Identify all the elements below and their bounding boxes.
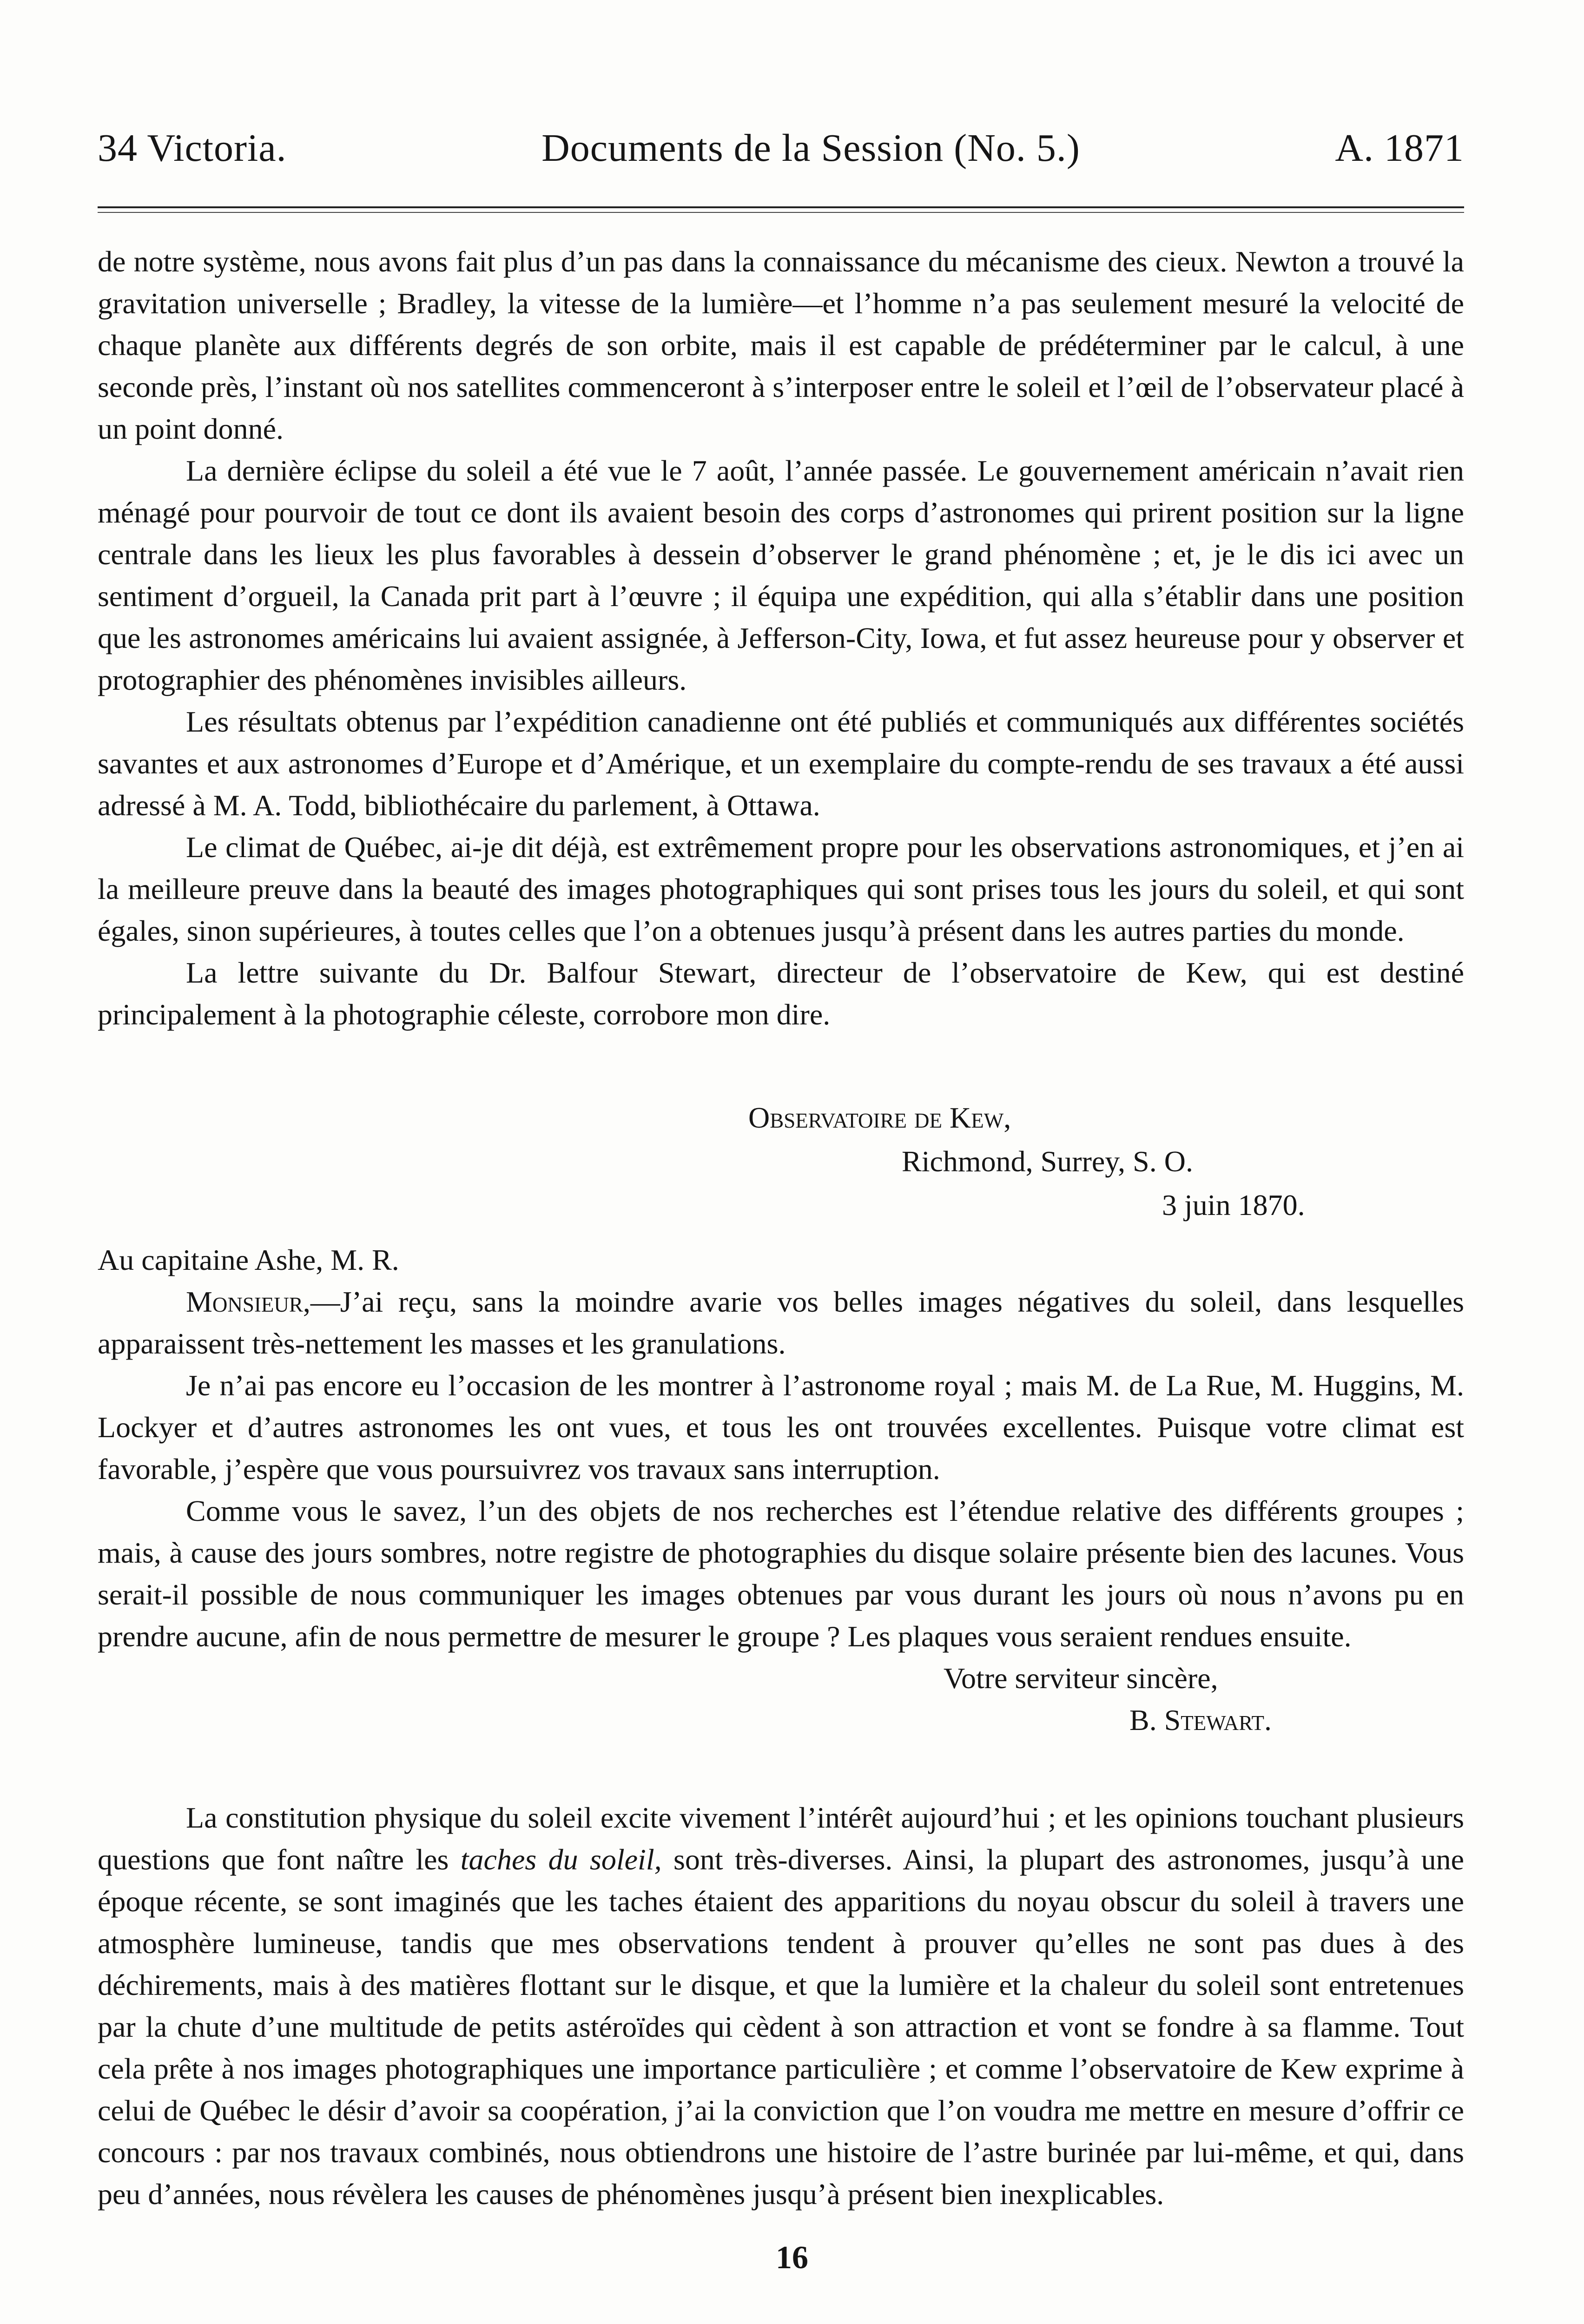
letter-recipient: Au capitaine Ashe, M. R.: [98, 1243, 399, 1276]
paragraph-2: La dernière éclipse du soleil a été vue le 7 août, l’année passée. Le gouvernement américain n’avait rien ménagé pour pourvoir de tout ce dont ils avaient besoin des corps d’astronomes qui prirent position sur la ligne centrale dans les lieux les plus favorables à dessein d’observer le grand phénomène ; et, je le dis ici avec un sentiment d’orgueil, la Canada prit part à l’œuvre ; il équipa une expédition, qui alla s’établir dans une position que les astronomes américains lui avaient assignée, à Jefferson-City, Iowa, et fut assez heureuse pour y observer et protographier des phénomènes invisibles ailleurs.: [98, 454, 1464, 696]
final-paragraph-italic: taches du soleil,: [460, 1843, 662, 1876]
header-rule: [98, 206, 1464, 213]
final-paragraph-part-2: sont très-diverses. Ainsi, la plupart des astronomes, jusqu’à une époque récente, se sont imaginés que les taches étaient des apparitions du noyau obscur du soleil à travers une atmosphère lumineuse, tandis que mes observations tendent à prouver qu’elles ne sont pas dues à des déchirements, mais à des matières flottant sur le disque, et que la lumière et la chaleur du soleil sont entretenues par la chute d’une multitude de petits astéroïdes qui cèdent à son attraction et vont se fondre à sa flamme. Tout cela prête à nos images photographiques une importance particulière ; et comme l’observatoire de Kew exprime à celui de Québec le désir d’avoir sa coopération, j’ai la conviction que l’on voudra me mettre en mesure d’offrir ce concours : par nos travaux combinés, nous obtiendrons une histoire de l’astre burinée par lui-même, et qui, dans peu d’années, nous révèlera les causes de phénomènes jusqu’à présent bien inexplicables.: [98, 1843, 1465, 2211]
header-year: A. 1871: [1335, 126, 1464, 170]
final-body-text: [98, 1797, 1464, 2215]
final-paragraph-part-1: La constitution physique du soleil excite vivement l’intérêt aujourd’hui ; et les opinions touchant plusieurs questions que font naître les: [98, 1801, 1464, 1876]
letter-closing: Votre serviteur sincère,: [944, 1662, 1218, 1695]
final-paragraph: [98, 1797, 1464, 2215]
paragraph-1: de notre système, nous avons fait plus d’un pas dans la connaissance du mécanisme des cieux. Newton a trouvé la gravitation universelle ; Bradley, la vitesse de la lumière—et l’homme n’a pas seulement mesuré la velocité de chaque planète aux différents degrés de son orbite, mais il est capable de prédéterminer par le calcul, à une seconde près, l’instant où nos satellites commenceront à s’interposer entre le soleil et l’œil de l’observateur placé à un point donné.: [98, 245, 1464, 445]
running-header: [98, 125, 1464, 181]
letter-location: Richmond, Surrey, S. O.: [902, 1145, 1193, 1178]
paragraph-5: La lettre suivante du Dr. Balfour Stewart, directeur de l’observatoire de Kew, qui est destiné principalement à la photographie céleste, corrobore mon dire.: [98, 956, 1464, 1031]
header-volume: 34 Victoria.: [98, 126, 287, 170]
letter-signoff: [944, 1657, 1464, 1741]
section-spacer: [98, 1741, 1464, 1797]
paragraph-3: Les résultats obtenus par l’expédition canadienne ont été publiés et communiqués aux différentes sociétés savantes et aux astronomes d’Europe et d’Amérique, et un exemplaire du compte-rendu de ses travaux a été aussi adressé à M. A. Todd, bibliothécaire du parlement, à Ottawa.: [98, 705, 1464, 822]
letter-sender: Observatoire de Kew,: [748, 1101, 1011, 1134]
letter-paragraph-1-text: —J’ai reçu, sans la moindre avarie vos belles images négatives du soleil, dans lesquelles apparaissent très-nettement les masses et les granulations.: [98, 1285, 1464, 1360]
body-text: [98, 241, 1464, 1036]
letter-paragraph-1: [98, 1281, 1464, 1365]
letter-salutation: Monsieur,: [186, 1285, 310, 1318]
letter-signature: B. Stewart.: [1129, 1703, 1272, 1736]
page-number: 16: [776, 2240, 808, 2276]
letter-address-block: [748, 1096, 1464, 1227]
letter-body: [98, 1239, 1464, 1657]
letter-paragraph-3: Comme vous le savez, l’un des objets de nos recherches est l’étendue relative des différents groupes ; mais, à cause des jours sombres, notre registre de photographies du disque solaire présente bien des lacunes. Vous serait-il possible de nous communiquer les images obtenues par vous durant les jours où nous n’avons pu en prendre aucune, afin de nous permettre de mesurer le groupe ? Les plaques vous seraient rendues ensuite.: [98, 1494, 1464, 1653]
letter-paragraph-2: Je n’ai pas encore eu l’occasion de les montrer à l’astronome royal ; mais M. de La Rue, M. Huggins, M. Lockyer et d’autres astronomes les ont vues, et tous les ont trouvées excellentes. Puisque votre climat est favorable, j’espère que vous poursuivrez vos travaux sans interruption.: [98, 1369, 1464, 1486]
letter-date: 3 juin 1870.: [1162, 1188, 1305, 1221]
paragraph-4: Le climat de Québec, ai-je dit déjà, est extrêmement propre pour les observations astronomiques, et j’en ai la meilleure preuve dans la beauté des images photographiques qui sont prises tous les jours du soleil, et qui sont égales, sinon supérieures, à toutes celles que l’on a obtenues jusqu’à présent dans les autres parties du monde.: [98, 831, 1464, 947]
header-title: Documents de la Session (No. 5.): [541, 126, 1080, 170]
